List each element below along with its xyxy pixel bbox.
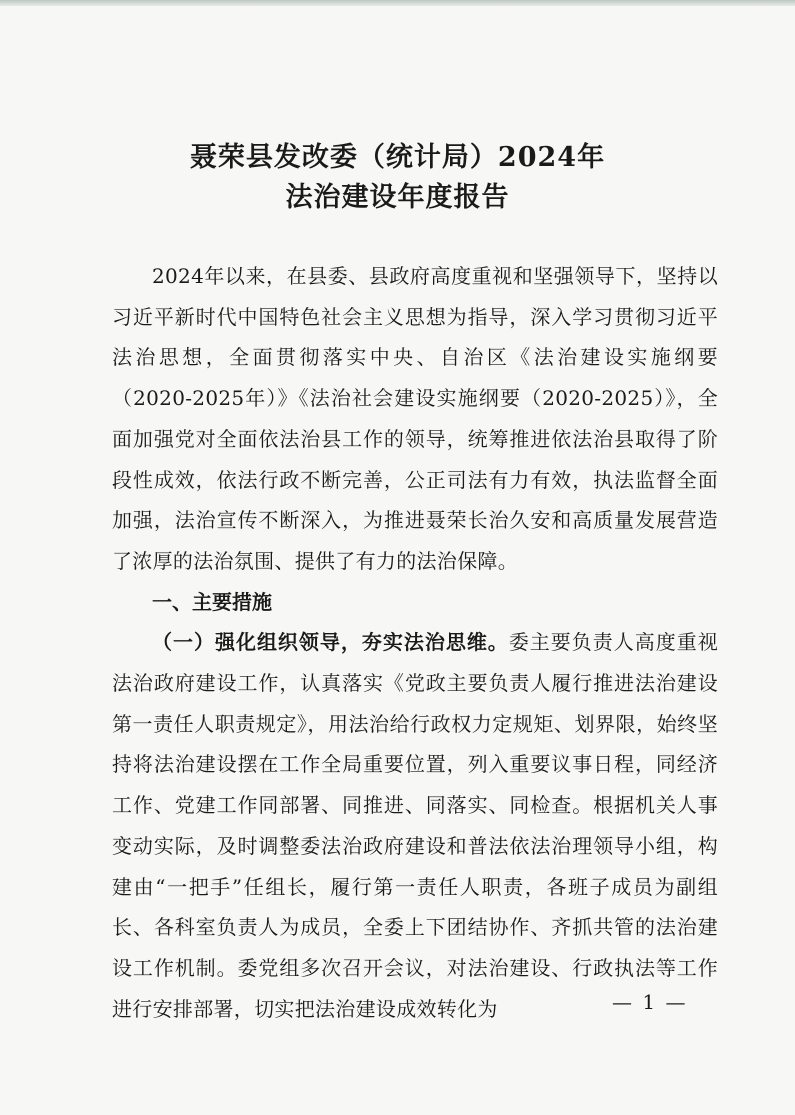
section-heading-main-measures: 一、主要措施 [152, 589, 272, 614]
subsection-paragraph [112, 622, 718, 1029]
intro-paragraph: 2024年以来，在县委、县政府高度重视和坚强领导下，坚持以习近平新时代中国特色社会主义思想为指导，深入学习贯彻习近平法治思想，全面贯彻落实中央、自治区《法治建设实施纲要（2020-2025年）》《法治社会建设实施纲要（2020-2025）》，全面加强党对全面依法治县工作的领导，统筹推进依法治县取得了阶段性成效，依法行政不断完善，公正司法有力有效，执法监督全面加强，法治宣传不断深入，为推进聂荣长治久安和高质量发展营造了浓厚的法治氛围、提供了有力的法治保障。 [112, 264, 718, 573]
document-title-line-1: 聂荣县发改委（统计局）2024年 [189, 142, 606, 173]
document-title-line-2: 法治建设年度报告 [285, 182, 510, 213]
page-number: — 1 — [612, 990, 688, 1014]
subsection-text: 委主要负责人高度重视法治政府建设工作，认真落实《党政主要负责人履行推进法治建设第一责任人职责规定》，用法治给行政权力定规矩、划界限，始终坚持将法治建设摆在工作全局重要位置，列入重要议事日程，同经济工作、党建工作同部署、同推进、同落实、同检查。根据机关人事变动实际，及时调整委法治政府建设和普法依法治理领导小组，构建由“一把手”任组长，履行第一责任人职责，各班子成员为副组长、各科室负责人为成员，全委上下团结协作、齐抓共管的法治建设工作机制。委党组多次召开会议，对法治建设、行政执法等工作进行安排部署，切实把法治建设成效转化为 [112, 630, 719, 1021]
subsection-lead: （一）强化组织领导，夯实法治思维。 [152, 630, 509, 655]
scan-edge [0, 0, 795, 6]
document-body [112, 256, 718, 1029]
